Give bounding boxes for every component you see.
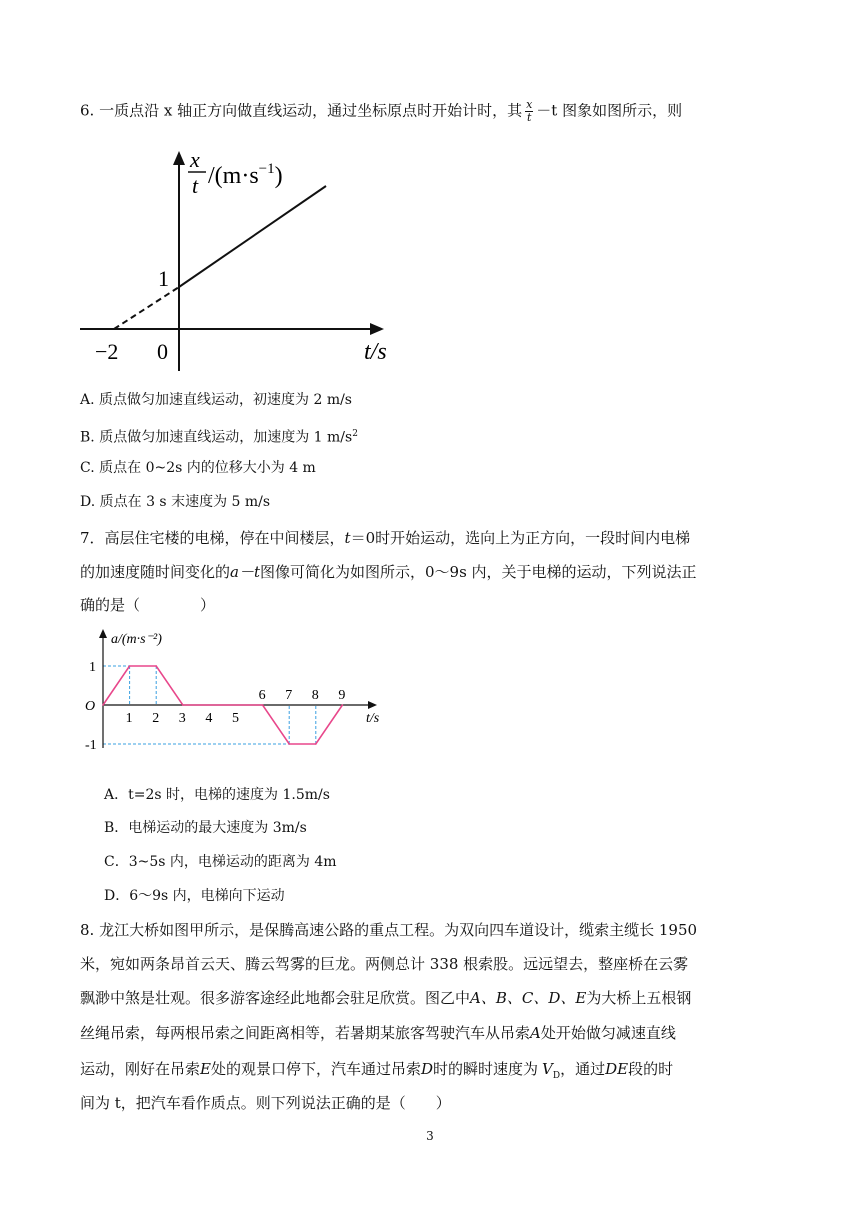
- q6-x-axis-arrow: [370, 323, 384, 335]
- q6-y-label-den: t: [192, 173, 199, 198]
- q6-x-axis-label: t/s: [364, 339, 387, 365]
- q7-x-tick-label-5: 5: [232, 711, 239, 726]
- q7-data-point-4: [262, 704, 264, 706]
- q6-y-axis-arrow: [173, 151, 185, 165]
- q7-y-tick-label-neg1: -1: [85, 738, 97, 753]
- q6-stem-part-a: 6. 一质点沿 x 轴正方向做直线运动，通过坐标原点时开始计时，其: [80, 101, 523, 120]
- q6-y-intercept-label: 1: [158, 266, 169, 291]
- q6-option-c: C. 质点在 0~2s 内的位移大小为 4 m: [80, 460, 316, 476]
- q7-data-point-2: [155, 665, 157, 667]
- q8-line-3: 飘渺中煞是壮观。很多游客途经此地都会驻足欣赏。图乙中A、B、C、D、E为大桥上五根钢: [80, 989, 692, 1007]
- q6-origin-label: 0: [157, 339, 168, 364]
- q7-stem-line-1: 7．高层住宅楼的电梯，停在中间楼层，t＝0时开始运动，选向上为正方向，一段时间内电梯: [80, 529, 691, 547]
- q7-at-chart: [80, 622, 400, 772]
- q8-line-4: 丝绳吊索，每两根吊索之间距离相等，若暑期某旅客驾驶汽车从吊索A处开始做匀减速直线: [80, 1024, 676, 1042]
- q7-y-axis-label: a/(m·s⁻²): [111, 632, 162, 647]
- q7-option-c: C．3~5s 内，电梯运动的距离为 4m: [104, 854, 337, 870]
- q6-x-intercept-label: −2: [95, 339, 119, 364]
- q7-x-tick-label-3: 3: [178, 711, 186, 726]
- q7-x-tick-label-2: 2: [152, 711, 160, 726]
- q6-option-b: B. 质点做匀加速直线运动，加速度为 1 $m/s^2$: [80, 429, 358, 446]
- q7-option-d: D．6～9s 内，电梯向下运动: [104, 888, 285, 904]
- q8-line-1: 8. 龙江大桥如图甲所示，是保腾高速公路的重点工程。为双向四车道设计，缆索主缆长 1950: [80, 921, 698, 939]
- q7-y-axis-arrow: [99, 629, 107, 638]
- q6-data-line: [179, 186, 326, 287]
- q6-dashed-extension: [114, 287, 179, 329]
- q7-x-tick-label-4: 4: [205, 711, 213, 726]
- q7-x-tick-label-9: 9: [338, 688, 346, 703]
- q7-data-point-5: [288, 743, 290, 745]
- q8-line-6: 间为 t，把汽车看作质点。则下列说法正确的是（ ）: [80, 1094, 451, 1112]
- q7-x-axis-arrow: [368, 701, 377, 709]
- q7-data-point-0: [102, 704, 104, 706]
- q6-y-axis-unit: $/(m\cdot s^{-1})$: [208, 161, 283, 189]
- q7-data-point-3: [182, 704, 184, 706]
- q7-y-tick-label-pos1: 1: [89, 660, 96, 675]
- q6-y-label-num: x: [190, 147, 200, 172]
- q6-stem-part-b: －t 图象如图所示，则: [536, 101, 683, 120]
- q7-x-tick-label-7: 7: [285, 688, 293, 703]
- q7-x-axis-label: t/s: [366, 711, 380, 726]
- q7-data-point-1: [129, 665, 131, 667]
- q7-stem-line-3: 确的是（ ）: [80, 596, 216, 614]
- q7-data-point-6: [315, 743, 317, 745]
- q6-xt-graph: [78, 145, 408, 375]
- q7-data-point-7: [342, 704, 344, 706]
- q7-option-a: A．t=2s 时，电梯的速度为 1.5m/s: [104, 787, 330, 803]
- q6-stem-fraction: $\frac{x}{t}$: [526, 98, 533, 124]
- q6-option-d: D. 质点在 3 s 末速度为 5 m/s: [80, 494, 271, 510]
- q7-stem-line-2: 的加速度随时间变化的a－t图像可简化为如图所示，0～9s 内，关于电梯的运动，下列说法正: [80, 563, 697, 581]
- q8-line-5: 运动，刚好在吊索E处的观景口停下，汽车通过吊索D时的瞬时速度为 $V_D$，通过DE段的时: [80, 1060, 674, 1081]
- q8-line-2: 米，宛如两条昂首云天、腾云驾雾的巨龙。两侧总计 338 根索股。远远望去，整座桥在云雾: [80, 955, 689, 973]
- q7-x-tick-label-1: 1: [125, 711, 133, 726]
- q7-x-tick-label-6: 6: [258, 688, 266, 703]
- q6-stem: [80, 99, 682, 124]
- q6-option-a: A. 质点做匀加速直线运动，初速度为 2 m/s: [80, 392, 352, 408]
- q7-x-tick-label-8: 8: [311, 688, 319, 703]
- q7-origin-label: O: [85, 699, 96, 714]
- page-number: 3: [426, 1129, 434, 1143]
- q7-option-b: B．电梯运动的最大速度为 3m/s: [104, 820, 307, 836]
- q6-option-b-superscript: 2: [352, 429, 358, 439]
